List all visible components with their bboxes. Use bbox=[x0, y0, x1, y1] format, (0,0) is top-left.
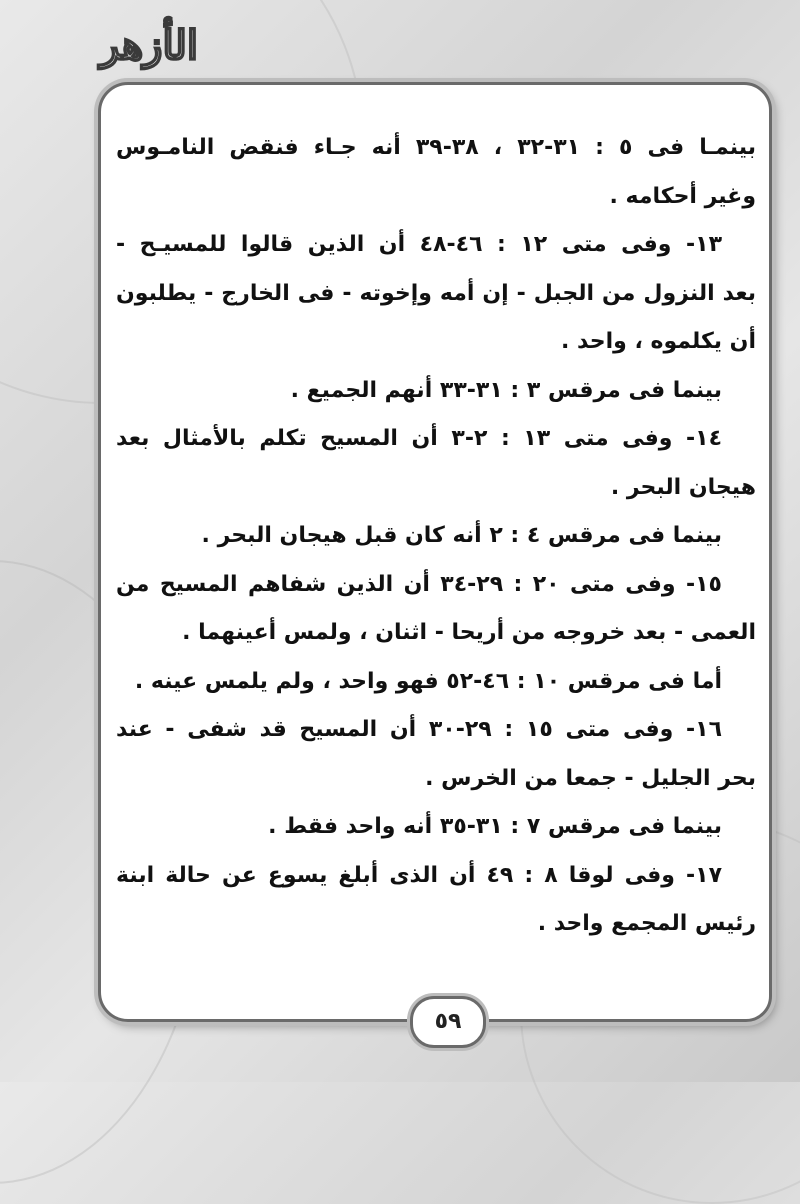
text-line: بعد النزول من الجبل - إن أمه وإخوته - فى الخارج - يطلبون bbox=[116, 280, 756, 306]
text-line: ١٥- وفى متى ٢٠ : ٢٩-٣٤ أن الذين شفاهم المسيح من bbox=[116, 571, 722, 597]
text-line: ١٤- وفى متى ١٣ : ٢-٣ أن المسيح تكلم بالأمثال بعد bbox=[116, 426, 722, 451]
text-line: بينمـا فى ٥ : ٣١-٣٢ ، ٣٨-٣٩ أنه جـاء فنقض النامـوس bbox=[116, 135, 756, 160]
text-line: ١٦- وفى متى ١٥ : ٢٩-٣٠ أن المسيح قد شفى - عند bbox=[116, 717, 722, 742]
text-line: بحر الجليل - جمعا من الخرس . bbox=[425, 765, 756, 791]
text-line: هيجان البحر . bbox=[610, 474, 756, 500]
text-line: ١٣- وفى متى ١٢ : ٤٦-٤٨ أن الذين قالوا للمسيـح - bbox=[116, 232, 723, 257]
text-line: ١٧- وفى لوقا ٨ : ٤٩ أن الذى أبلغ يسوع عن حالة ابنة bbox=[116, 862, 722, 888]
page-number: ٥٩ bbox=[410, 996, 486, 1048]
text-line: بينما فى مرقس ٣ : ٣١-٣٣ أنهم الجميع . bbox=[290, 377, 722, 403]
text-line: العمى - بعد خروجه من أريحا - اثنان ، ولمس أعينهما . bbox=[182, 620, 756, 645]
page-text bbox=[116, 124, 756, 949]
text-line: أما فى مرقس ١٠ : ٤٦-٥٢ فهو واحد ، ولم يلمس عينه . bbox=[134, 668, 722, 694]
text-line: بينما فى مرقس ٧ : ٣١-٣٥ أنه واحد فقط . bbox=[268, 814, 722, 839]
text-line: وغير أحكامه . bbox=[609, 183, 756, 209]
text-line: بينما فى مرقس ٤ : ٢ أنه كان قبل هيجان البحر . bbox=[201, 523, 722, 548]
text-line: أن يكلموه ، واحد . bbox=[560, 329, 756, 354]
publisher-logo: الأزهر bbox=[100, 22, 198, 69]
text-line: رئيس المجمع واحد . bbox=[537, 911, 756, 936]
